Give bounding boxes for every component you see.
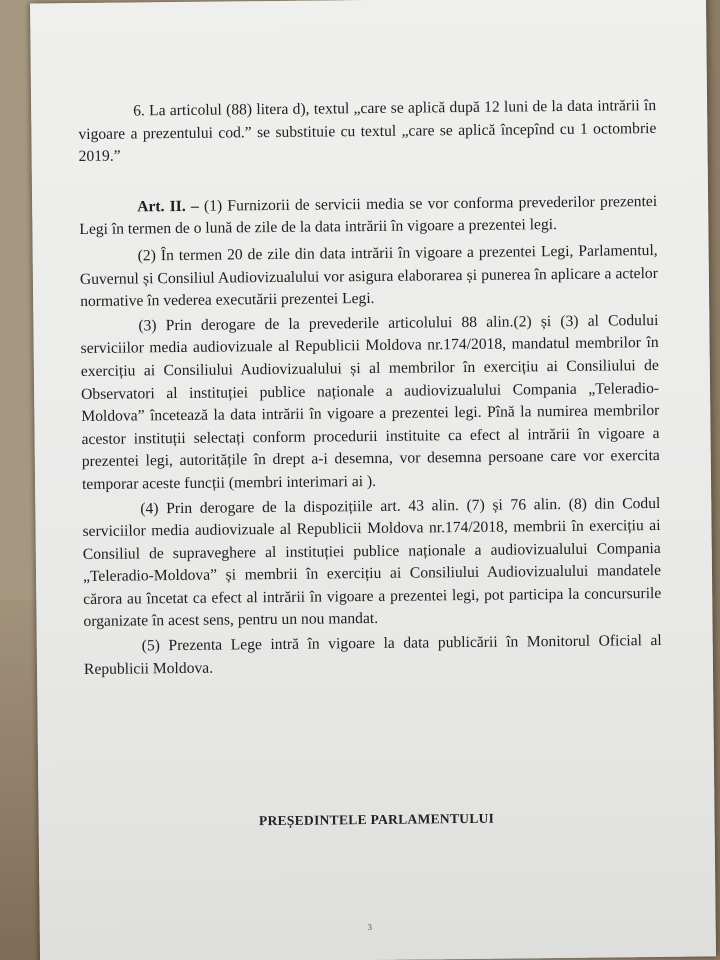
article-2-clause-3: (3) Prin derogare de la prevederile articolului 88 alin.(2) și (3) al Codului serviciilor media audiovizuale al Republicii Moldova nr.174/2018, mandatul membrilor în exercițiu ai Consiliului Audiovizualului și al membrilor în exercițiu ai Consiliului de Observatori al instituției publice naționale a audiovizualului Compania „Teleradio-Moldova” încetează la data intrării în vigoare a prezentei legi. Pînă la numirea membrilor acestor instituții selectați conform procedurii instituite ca efect al intrării în vigoare a prezentei legi, autoritățile în drept a-i desemna, vor desemna persoane care vor exercita temporar aceste funcții (membri interimari ai ). [80,311,660,493]
paragraph-6: 6. La articolul (88) litera d), textul „care se aplică după 12 luni de la data intrării în vigoare a prezentului cod.” se substituie cu textul „care se aplică începînd cu 1 octombrie 2019.” [78,96,657,166]
document-page [30,0,716,960]
signature-title: PREȘEDINTELE PARLAMENTULUI [258,810,495,829]
document-body [78,95,662,681]
page-number: 3 [367,922,373,933]
article-2-clause-1 [79,191,657,242]
article-2-clause-2: (2) În termen 20 de zile din data intrării în vigoare a prezentei Legi, Parlamentul, Guvernul și Consiliul Audiovizualului vor asigura elaborarea și punerea în aplicare a actelor normative în vederea executării prezentei Legi. [79,241,658,311]
clause-1-text: (1) Furnizorii de servicii media se vor conforma prevederilor prezentei Legi în termen de o lună de zile de la data intrării în vigoare a prezentei legi. [79,192,658,239]
article-2-clause-4: (4) Prin derogare de la dispozițiile art. 43 alin. (7) și 76 alin. (8) din Codul serviciilor media audiovizuale al Republicii Moldova nr.174/2018, membrii în exercițiu ai Consiliul de supraveghere al instituției publice naționale a audiovizualului Compania „Teleradio-Moldova” și membrii în exercițiu ai Consiliului Audiovizualului mandatele cărora au încetat ca efect al intrării în vigoare a prezentei legi, pot participa la concursurile organizate în acest sens, pentru un nou mandat. [82,494,662,631]
article-2-heading: Art. II. – [137,197,199,216]
article-2-clause-5: (5) Prezenta Lege intră în vigoare la data publicării în Monitorul Oficial al Republicii Moldova. [83,632,662,678]
